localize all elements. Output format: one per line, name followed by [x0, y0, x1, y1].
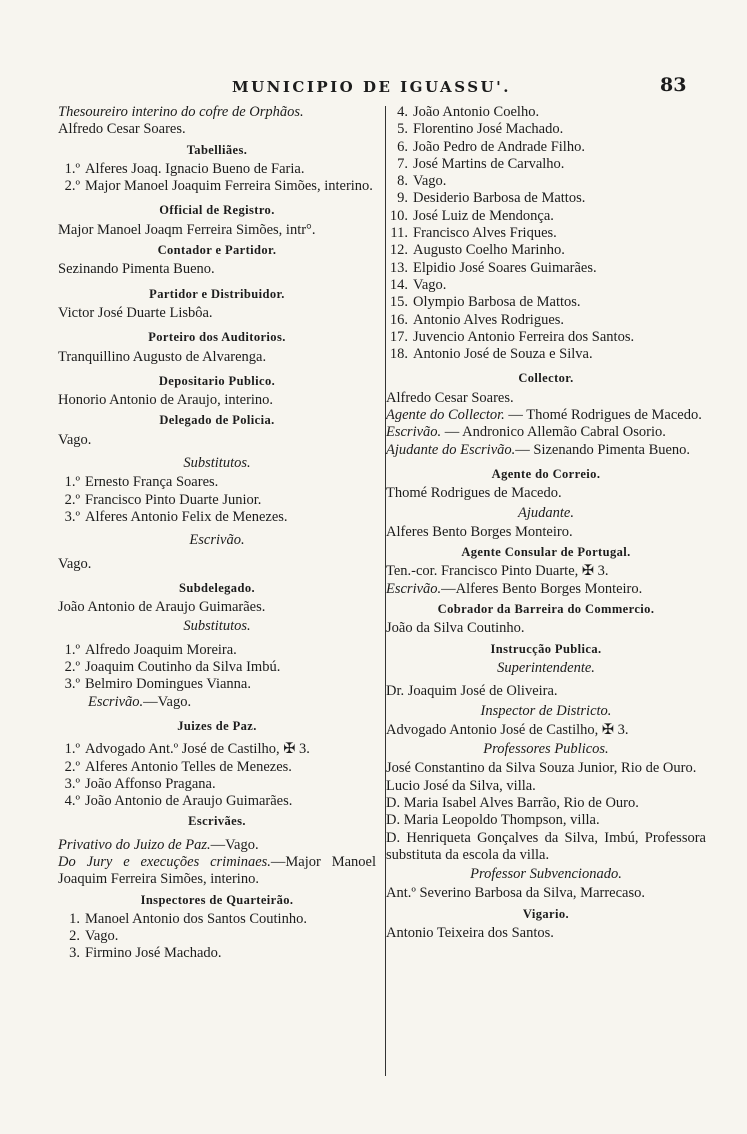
page-number: 83 [660, 74, 687, 96]
porteiro-heading: Porteiro dos Auditorios. [148, 330, 286, 345]
list-item: 17. Juvencio Antonio Ferreira dos Santos. [389, 328, 635, 345]
professor-subvencionado-heading: Professor Subvencionado. [470, 866, 622, 883]
vigario-name: Antonio Teixeira dos Santos. [386, 925, 554, 942]
delegado-escrivao: Vago. [58, 555, 92, 572]
consular-heading: Agente Consular de Portugal. [461, 545, 631, 560]
professores-heading: Professores Publicos. [483, 741, 609, 758]
delegado-substitutos-heading: Substitutos. [183, 455, 251, 472]
list-item: 4. João Antonio Coelho. [397, 104, 540, 120]
list-item: 18. Antonio José de Souza e Silva. [389, 346, 593, 363]
correio-ajudante-name: Alferes Bento Borges Monteiro. [386, 523, 573, 540]
collector-escrivao: Escrivão. — Andronico Allemão Cabral Osorio. [386, 424, 666, 441]
cobrador-heading: Cobrador da Barreira do Commercio. [437, 602, 655, 617]
list-item: 15. Olympio Barbosa de Mattos. [389, 294, 581, 311]
contador-heading: Contador e Partidor. [157, 243, 277, 258]
tesoureiro-name: Alfredo Cesar Soares. [58, 121, 186, 138]
list-item: D. Maria Isabel Alves Barrão, Rio de Ouro. [386, 794, 639, 811]
collector-ajudante: Ajudante do Escrivão.— Sizenando Pimenta Bueno. [386, 441, 691, 458]
list-item: 13. Elpidio José Soares Guimarães. [389, 259, 597, 276]
list-item: 1.º Alferes Joaq. Ignacio Bueno de Faria. [64, 160, 305, 177]
porteiro-name: Tranquillino Augusto de Alvarenga. [58, 348, 267, 365]
delegado-name: Vago. [58, 431, 92, 448]
list-item: 4.º João Antonio de Araujo Guimarães. [64, 793, 293, 810]
list-item: 1. Manoel Antonio dos Santos Coutinho. [69, 910, 307, 927]
delegado-heading: Delegado de Policia. [159, 413, 275, 428]
delegado-escrivao-heading: Escrivão. [189, 532, 245, 549]
list-item: 2.º Major Manoel Joaquim Ferreira Simões, interino. [64, 178, 373, 195]
list-item: 7. José Martins de Carvalho. [397, 155, 565, 172]
subdelegado-name: João Antonio de Araujo Guimarães. [58, 599, 266, 616]
depositario-name: Honorio Antonio de Araujo, interino. [58, 392, 274, 409]
list-item: 10. José Luiz de Mendonça. [389, 207, 554, 224]
vigario-heading: Vigario. [522, 906, 570, 921]
consular-name: Ten.-cor. Francisco Pinto Duarte, ✠ 3. [386, 563, 609, 580]
registro-name: Major Manoel Joaqm Ferreira Simões, intr°. [58, 221, 316, 238]
inspector-districto-name: Advogado Antonio José de Castilho, ✠ 3. [386, 721, 629, 738]
right-column [386, 104, 706, 942]
left-column [58, 104, 376, 963]
tabelliaes-list [58, 161, 376, 196]
list-item: 2. Vago. [69, 928, 119, 945]
list-item: 1.º Alfredo Joaquim Moreira. [64, 641, 237, 658]
list-item: 3.º Belmiro Domingues Vianna. [64, 676, 251, 693]
list-item: 3. Firmino José Machado. [69, 945, 222, 962]
subdelegado-substitutos-heading: Substitutos. [183, 618, 251, 635]
list-item: D. Henriqueta Gonçalves da Silva, Imbú, Professora substituta da escola da villa. [386, 829, 706, 863]
list-item: 2.º Joaquim Coutinho da Silva Imbú. [64, 659, 281, 676]
instrucao-heading: Instrucção Publica. [490, 641, 602, 656]
correio-heading: Agente do Correio. [491, 466, 601, 481]
escrivaes-heading: Escrivães. [188, 814, 246, 829]
list-item: 8. Vago. [397, 173, 447, 190]
list-item: 5. Florentino José Machado. [397, 121, 564, 138]
registro-heading: Official de Registro. [159, 203, 275, 218]
page-title: MUNICIPIO DE IGUASSU'. [232, 78, 511, 96]
list-item: 14. Vago. [389, 276, 447, 293]
correio-name: Thomé Rodrigues de Macedo. [386, 485, 562, 502]
contador-name: Sezinando Pimenta Bueno. [58, 261, 215, 278]
depositario-heading: Depositario Publico. [158, 373, 276, 388]
inspectores-continued [386, 104, 706, 363]
correio-ajudante-heading: Ajudante. [518, 504, 574, 521]
cobrador-name: João da Silva Coutinho. [386, 620, 525, 637]
list-item: Lucio José da Silva, villa. [386, 777, 536, 794]
list-item: 11. Francisco Alves Friques. [390, 225, 557, 242]
consular-escrivao: Escrivão.—Alferes Bento Borges Monteiro. [386, 580, 643, 597]
inspectores-heading: Inspectores de Quarteirão. [140, 892, 294, 907]
list-item: 2.º Alferes Antonio Telles de Menezes. [64, 758, 292, 775]
list-item: D. Maria Leopoldo Thompson, villa. [386, 812, 600, 829]
collector-agente: Agente do Collector. — Thomé Rodrigues de Macedo. [386, 407, 702, 424]
page-header [0, 74, 747, 100]
subdelegado-escrivao: Escrivão.—Vago. [88, 693, 192, 710]
tabelliaes-heading: Tabelliães. [186, 142, 248, 157]
juizes-heading: Juizes de Paz. [177, 718, 257, 733]
list-item: 6. João Pedro de Andrade Filho. [397, 138, 585, 155]
list-item: 2.º Francisco Pinto Duarte Junior. [64, 491, 262, 508]
escrivao-jury: Do Jury e execuções criminaes.—Major Manoel Joaquim Ferreira Simões, interino. [58, 853, 376, 888]
superintendente-heading: Superintendente. [497, 659, 595, 676]
tesoureiro-role: Thesoureiro interino do cofre de Orphãos. [58, 104, 304, 120]
escrivao-privativo: Privativo do Juizo de Paz.—Vago. [58, 836, 259, 853]
list-item: 1.º Advogado Ant.º José de Castilho, ✠ 3. [64, 741, 310, 758]
list-item: 12. Augusto Coelho Marinho. [389, 242, 565, 259]
list-item: 9. Desiderio Barbosa de Mattos. [397, 190, 586, 207]
partidor-heading: Partidor e Distribuidor. [149, 286, 285, 301]
list-item: José Constantino da Silva Souza Junior, Rio de Ouro. [386, 760, 697, 777]
superintendente-name: Dr. Joaquim José de Oliveira. [386, 683, 558, 700]
list-item: 3.º Alferes Antonio Felix de Menezes. [64, 508, 288, 525]
collector-name: Alfredo Cesar Soares. [386, 389, 514, 406]
collector-heading: Collector. [518, 371, 574, 386]
partidor-name: Victor José Duarte Lisbôa. [58, 304, 213, 321]
inspector-districto-heading: Inspector de Districto. [480, 702, 612, 719]
list-item: 16. Antonio Alves Rodrigues. [389, 311, 565, 328]
list-item: 3.º João Affonso Pragana. [64, 775, 216, 792]
list-item: 1.º Ernesto França Soares. [64, 474, 219, 491]
professor-subvencionado-name: Ant.º Severino Barbosa da Silva, Marrecaso. [386, 885, 645, 902]
subdelegado-heading: Subdelegado. [178, 580, 255, 595]
